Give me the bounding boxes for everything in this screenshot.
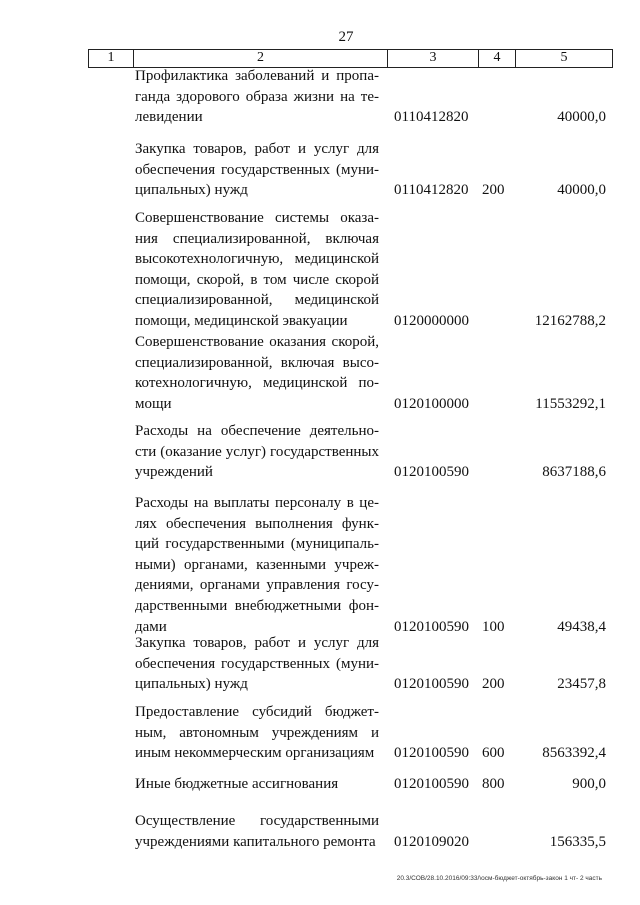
row-name — [135, 811, 379, 852]
row-expense-type: 100 — [482, 618, 505, 635]
row-code: 0120100590 — [394, 676, 469, 693]
row-name-line: Закупка товаров, работ и услуг для — [135, 635, 379, 651]
row-name-line: Расходы на обеспечение деятельно- — [135, 423, 379, 439]
row-amount: 12162788,2 — [534, 313, 606, 329]
row-name — [135, 774, 379, 795]
row-code: 0120100590 — [394, 464, 469, 481]
row-name-line: Совершенствование системы оказа- — [135, 210, 379, 226]
row-name-line: Закупка товаров, работ и услуг для — [135, 141, 379, 157]
row-amount: 40000,0 — [557, 182, 606, 199]
row-name-line: высокотехнологичную, медицинской — [135, 251, 379, 268]
row-name-line: ципальных) нужд — [135, 182, 248, 199]
row-code: 0120100590 — [394, 618, 469, 635]
row-name-line: ным, автономным учреждениям и — [135, 724, 379, 741]
row-name-line: Иные бюджетные ассигнования — [135, 776, 339, 792]
column-header-2: 2 — [134, 50, 388, 67]
row-name-line: мощи — [135, 395, 172, 412]
row-amount: 40000,0 — [557, 109, 606, 126]
row-name-line: специализированной, включая высо- — [135, 354, 379, 371]
row-amount: 8563392,4 — [542, 745, 606, 762]
row-name-line: дарственными внебюджетными фон- — [135, 597, 379, 614]
row-name-line: котехнологичную, медицинской по- — [135, 375, 379, 392]
row-expense-type: 200 — [482, 676, 505, 693]
row-name-line: ганда здорового образа жизни на те- — [135, 88, 379, 105]
row-name-line: Предоставление субсидий бюджет- — [135, 704, 379, 720]
row-amount: 49438,4 — [557, 618, 606, 635]
row-name-line: обеспечения государственных (муни- — [135, 161, 379, 178]
column-header-5: 5 — [560, 50, 568, 65]
row-code: 0120100590 — [394, 776, 469, 792]
row-amount: 8637188,6 — [542, 464, 606, 481]
row-name-line: помощи, медицинской эвакуации — [135, 312, 348, 329]
row-code: 0110412820 — [394, 182, 469, 199]
row-name-line: ципальных) нужд — [135, 676, 248, 693]
row-name-line: Расходы на выплаты персоналу в це- — [135, 495, 379, 511]
row-name-line: левидении — [135, 109, 203, 126]
row-name-line: дениями, органами управления госу- — [135, 577, 379, 594]
row-expense-type: 600 — [482, 745, 505, 762]
row-name-line: Совершенствование оказания скорой, — [135, 334, 379, 350]
row-code: 0120000000 — [394, 313, 469, 329]
row-name-line: ций государственными (муниципаль- — [135, 536, 379, 553]
row-expense-type: 200 — [482, 182, 505, 199]
row-name — [135, 139, 379, 201]
row-amount: 900,0 — [572, 776, 606, 792]
row-name-line: учреждений — [135, 464, 213, 481]
column-header-1: 1 — [89, 50, 134, 67]
page-number: 27 — [338, 29, 354, 45]
row-name-line: дами — [135, 618, 167, 635]
row-amount: 156335,5 — [549, 833, 606, 850]
row-amount: 23457,8 — [557, 676, 606, 693]
row-name-line: лях обеспечения выполнения функ- — [135, 515, 379, 532]
row-name — [135, 421, 379, 483]
row-name-line: обеспечения государственных (муни- — [135, 655, 379, 672]
document-footer-path: 20.3/СОВ/28.10.2016/09:33/\осм-бюджет-октябрь-закон 1 чт- 2 часть — [396, 875, 602, 882]
row-name-line: учреждениями капитального ремонта — [135, 833, 376, 850]
row-name — [135, 493, 379, 637]
row-name — [135, 208, 379, 332]
row-code: 0120100590 — [394, 745, 469, 762]
column-header-3: 3 — [388, 50, 479, 67]
row-code: 0120109020 — [394, 833, 469, 850]
row-name-line: помощи, скорой, в том числе скорой — [135, 271, 379, 288]
row-name — [135, 66, 379, 128]
row-name-line: сти (оказание услуг) государственных — [135, 443, 379, 460]
row-name — [135, 633, 379, 695]
row-code: 0110412820 — [394, 109, 469, 126]
row-name-line: ния специализированной, включая — [135, 230, 379, 247]
row-name-line: Профилактика заболеваний и пропа- — [135, 68, 379, 84]
row-name-line: ными) органами, казенными учреж- — [135, 556, 379, 573]
row-name-line: Осуществление государственными — [135, 813, 379, 829]
row-code: 0120100000 — [394, 395, 469, 412]
row-name — [135, 702, 379, 764]
row-amount: 11553292,1 — [535, 395, 606, 412]
row-name-line: специализированной, медицинской — [135, 292, 379, 309]
row-name — [135, 332, 379, 414]
column-header-4: 4 — [479, 50, 516, 67]
row-name-line: иным некоммерческим организациям — [135, 745, 375, 762]
row-expense-type: 800 — [482, 776, 505, 792]
